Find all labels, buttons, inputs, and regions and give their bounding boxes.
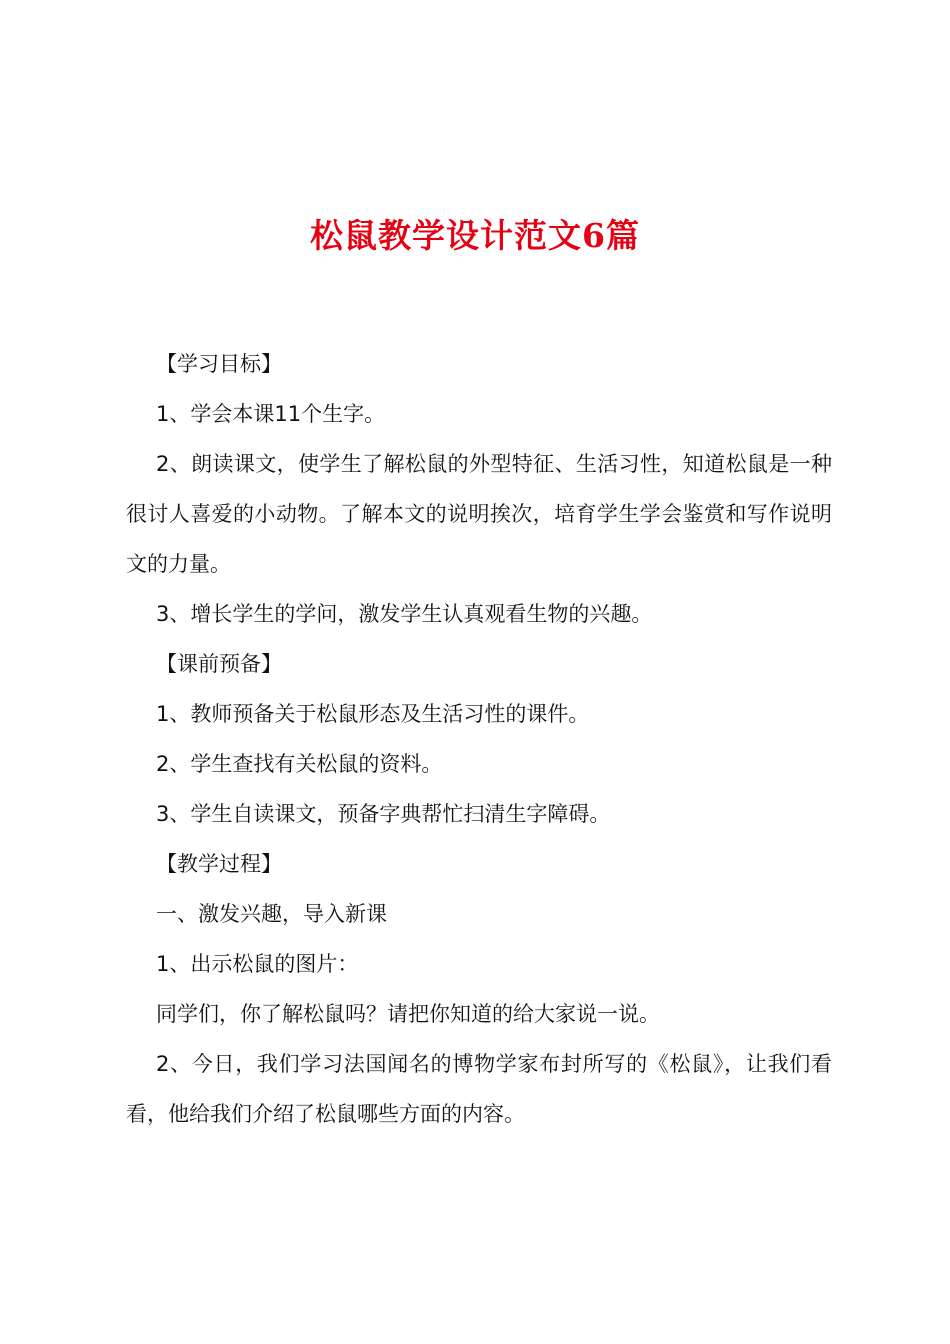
paragraph: 3、增长学生的学问，激发学生认真观看生物的兴趣。	[156, 602, 653, 626]
section-heading-preparation: 【课前预备】	[156, 652, 282, 676]
paragraph: 同学们，你了解松鼠吗？请把你知道的给大家说一说。	[156, 1002, 660, 1026]
paragraph: 3、学生自读课文，预备字典帮忙扫清生字障碍。	[156, 802, 611, 826]
document-title: 松鼠教学设计范文6篇	[310, 216, 640, 255]
paragraph: 1、教师预备关于松鼠形态及生活习性的课件。	[156, 702, 590, 726]
paragraph: 2、朗读课文，使学生了解松鼠的外型特征、生活习性，知道松鼠是一种很讨人喜爱的小动物。了解本文的说明挨次，培育学生学会鉴赏和写作说明文的力量。	[126, 452, 832, 576]
paragraph: 2、学生查找有关松鼠的资料。	[156, 752, 443, 776]
section-heading-teaching-process: 【教学过程】	[156, 852, 282, 876]
paragraph: 1、学会本课11个生字。	[156, 402, 386, 426]
paragraph: 2、今日，我们学习法国闻名的博物学家布封所写的《松鼠》，让我们看看，他给我们介绍了松鼠哪些方面的内容。	[126, 1052, 832, 1126]
document-body	[126, 339, 832, 1139]
section-heading-learning-goals: 【学习目标】	[156, 352, 282, 376]
paragraph: 1、出示松鼠的图片：	[156, 952, 359, 976]
paragraph: 一、激发兴趣，导入新课	[156, 902, 387, 926]
